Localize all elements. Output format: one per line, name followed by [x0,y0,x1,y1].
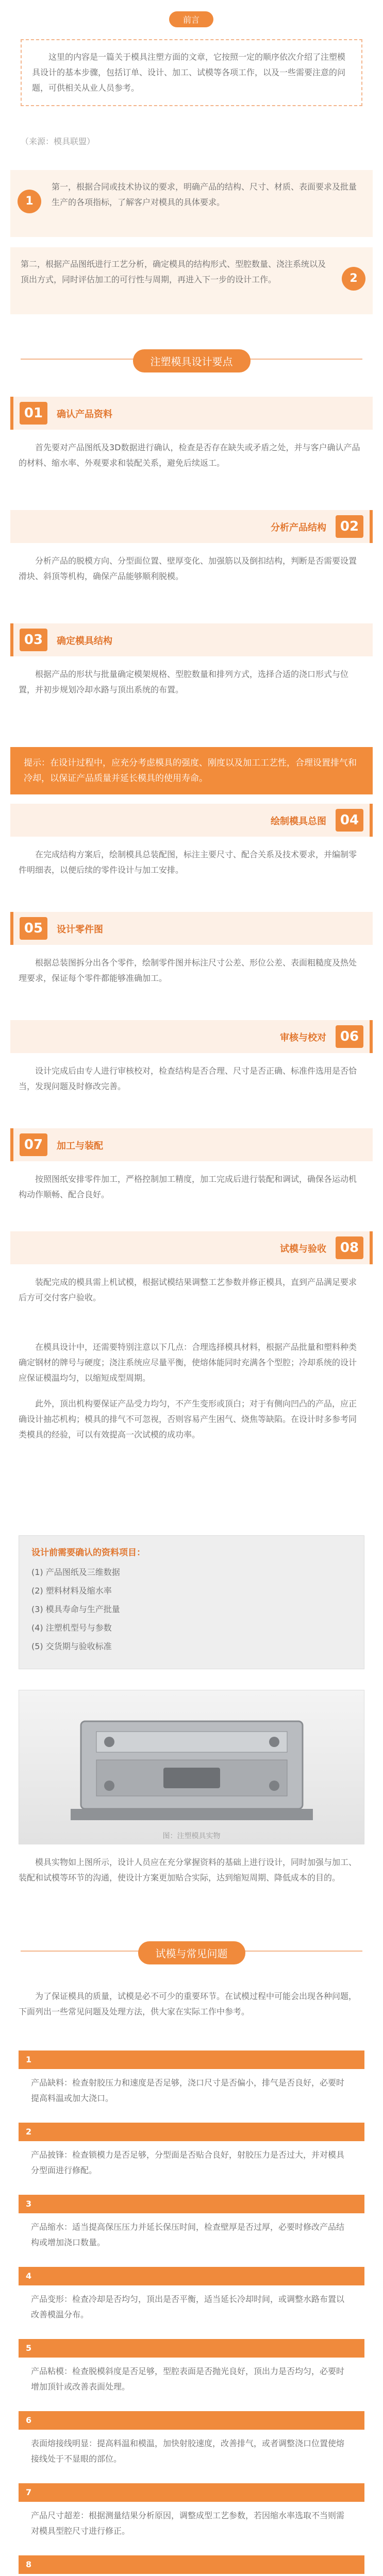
step-number: 2 [342,267,365,291]
intro-note: （来源：模具联盟） [21,137,95,146]
section-intro: 为了保证模具的质量，试模是必不可少的重要环节。在试模过程中可能会出现各种问题，下面列出一些常见问题及处理方法，供大家在实际工作中参考。 [19,1991,357,2016]
issue-item [19,2050,364,2115]
item-number: 05 [20,917,47,940]
item-number: 08 [336,1236,363,1259]
item-text: 设计完成后由专人进行审核校对，检查结构是否合理、尺寸是否正确、标准件选用是否恰当，发现问题及时修改完善。 [19,1066,357,1091]
section-title: 注塑模具设计要点 [133,349,251,372]
item-title: 加工与装配 [57,1141,103,1151]
issue-number: 1 [19,2050,364,2069]
item-header [10,623,373,656]
step-text: 第一，根据合同或技术协议的要求，明确产品的结构、尺寸、材质、表面要求及批量生产的各项指标，了解客户对模具的具体要求。 [52,182,357,207]
checklist-title: 设计前需要确认的资料项目： [31,1548,145,1558]
item-header [10,1020,373,1053]
issue-number: 6 [19,2411,364,2430]
step-text: 第二，根据产品图纸进行工艺分析，确定模具的结构形式、型腔数量、浇注系统以及顶出方式，同时评估加工的可行性与周期，再进入下一步的设计工作。 [21,259,326,284]
checklist-item: (5) 交货期与验收标准 [31,1641,112,1651]
item-number: 06 [336,1025,363,1048]
issue-number: 5 [19,2339,364,2358]
issue-list [19,2050,364,2576]
item-header [10,912,373,945]
item-header [10,510,373,543]
issue-text: 产品缩水：适当提高保压压力并延长保压时间，检查壁厚是否过厚，必要时修改产品结构或增加浇口数量。 [31,2222,345,2247]
body-paragraph: 模具实物如上图所示，设计人员应在充分掌握资料的基础上进行设计，同时加强与加工、装配和试模等环节的沟通，使设计方案更加贴合实际，达到缩短周期、降低成本的目的。 [19,1857,357,1883]
photo-caption: 图：注塑模具实物 [162,1832,221,1840]
item-title: 试模与验收 [280,1244,326,1255]
issue-item [19,2555,364,2576]
item-text: 根据总装图拆分出各个零件，绘制零件图并标注尺寸公差、形位公差、表面粗糙度及热处理要求，保证每个零件都能够准确加工。 [19,958,357,983]
item-header [10,804,373,837]
mold-photo [19,1690,364,1844]
item-number: 04 [336,809,363,832]
item-number: 07 [20,1133,47,1156]
issue-item [19,2483,364,2548]
intro-tag: 前言 [169,11,213,27]
checklist-item: (1) 产品图纸及三维数据 [31,1567,120,1577]
item-header [10,397,373,430]
issue-text: 产品尺寸超差：根据测量结果分析原因，调整成型工艺参数，若因缩水率选取不当则需对模具型腔尺寸进行修正。 [31,2511,345,2536]
item-text: 在完成结构方案后，绘制模具总装配图，标注主要尺寸、配合关系及技术要求，并编制零件明细表，以便后续的零件设计与加工安排。 [19,850,357,875]
body-block [19,1340,364,1443]
section-header [0,330,383,392]
mold-illustration [19,1690,365,1845]
section-title: 试模与常见问题 [138,1941,245,1964]
item-title: 确认产品资料 [57,409,112,420]
checklist-item: (2) 塑料材料及缩水率 [31,1586,112,1596]
item-text: 装配完成的模具需上机试模，根据试模结果调整工艺参数并修正模具，直到产品满足要求后方可交付客户验收。 [19,1277,357,1302]
issue-number: 8 [19,2555,364,2574]
issue-text [19,2574,364,2576]
items-b [0,804,383,1324]
section-header [0,1922,383,1984]
item-text: 分析产品的脱模方向、分型面位置、壁厚变化、加强筋以及倒扣结构，判断是否需要设置滑块、斜顶等机构，确保产品能够顺利脱模。 [19,556,357,581]
issue-item [19,2339,364,2404]
item-title: 审核与校对 [280,1032,326,1043]
item-number: 03 [20,629,47,651]
item-text: 根据产品的形状与批量确定模架规格、型腔数量和排列方式，选择合适的浇口形式与位置，并初步规划冷却水路与顶出系统的布置。 [19,669,349,694]
issue-text: 产品变形：检查冷却是否均匀，顶出是否平衡，适当延长冷却时间，或调整水路布置以改善模温分布。 [31,2294,345,2319]
item-title: 分析产品结构 [271,522,326,533]
issue-number: 3 [19,2195,364,2213]
item-number: 01 [20,402,47,425]
issue-item [19,2267,364,2332]
issue-number: 4 [19,2267,364,2285]
item-header [10,1128,373,1161]
checklist-box [19,1535,364,1669]
item-title: 设计零件图 [57,924,103,935]
issue-text: 表面熔接线明显：提高料温和模温，加快射胶速度，改善排气，或者调整浇口位置使熔接线处于不显眼的部位。 [31,2438,345,2464]
issue-item [19,2411,364,2476]
issue-item [19,2123,364,2188]
item-text: 首先要对产品图纸及3D数据进行确认，检查是否存在缺失或矛盾之处，并与客户确认产品的材料、缩水率、外观要求和装配关系，避免后续返工。 [19,443,360,468]
body-paragraph: 在模具设计中，还需要特别注意以下几点：合理选择模具材料，根据产品批量和塑料种类确定钢材的牌号与硬度；浇注系统应尽量平衡，使熔体能同时充满各个型腔；冷却系统的设计应保证模温均匀，以缩短成型周期。 [19,1342,357,1383]
item-text: 按照图纸安排零件加工，严格控制加工精度，加工完成后进行装配和调试，确保各运动机构动作顺畅、配合良好。 [19,1174,357,1199]
item-number: 02 [336,515,363,538]
body-paragraph: 此外，顶出机构要保证产品受力均匀，不产生变形或顶白；对于有侧向凹凸的产品，应正确设计抽芯机构；模具的排气不可忽视，否则容易产生困气、烧焦等缺陷。在设计时多参考同类模具的经验，可以有效提高一次试模的成功率。 [19,1399,357,1439]
issue-item [19,2195,364,2260]
issue-text: 产品缺料：检查射胶压力和速度是否足够，浇口尺寸是否偏小，排气是否良好，必要时提高料温或加大浇口。 [31,2078,345,2103]
item-title: 绘制模具总图 [271,816,326,827]
issue-text: 产品披锋：检查锁模力是否足够，分型面是否贴合良好，射胶压力是否过大，并对模具分型面进行修配。 [31,2150,345,2175]
checklist-item: (4) 注塑机型号与参数 [31,1623,112,1633]
intro-paragraph: 这里的内容是一篇关于模具注塑方面的文章，它按照一定的顺序依次介绍了注塑模具设计的基本步骤，包括订单、设计、加工、试模等各项工作，以及一些需要注意的问题，可供相关从业人员参考。 [32,52,346,93]
item-title: 确定模具结构 [57,636,112,647]
issue-text: 产品粘模：检查脱模斜度是否足够，型腔表面是否抛光良好，顶出力是否均匀，必要时增加顶针或改善表面处理。 [31,2366,345,2392]
tip-banner [10,747,373,794]
tip-text: 提示：在设计过程中，应充分考虑模具的强度、刚度以及加工工艺性，合理设置排气和冷却，以保证产品质量并延长模具的使用寿命。 [24,758,357,784]
checklist-item: (3) 模具寿命与生产批量 [31,1604,120,1614]
issue-number: 2 [19,2123,364,2141]
item-header [10,1231,373,1264]
intro-box [21,39,362,106]
step-number: 1 [18,190,41,213]
issue-number: 7 [19,2483,364,2502]
first-steps [10,170,373,325]
